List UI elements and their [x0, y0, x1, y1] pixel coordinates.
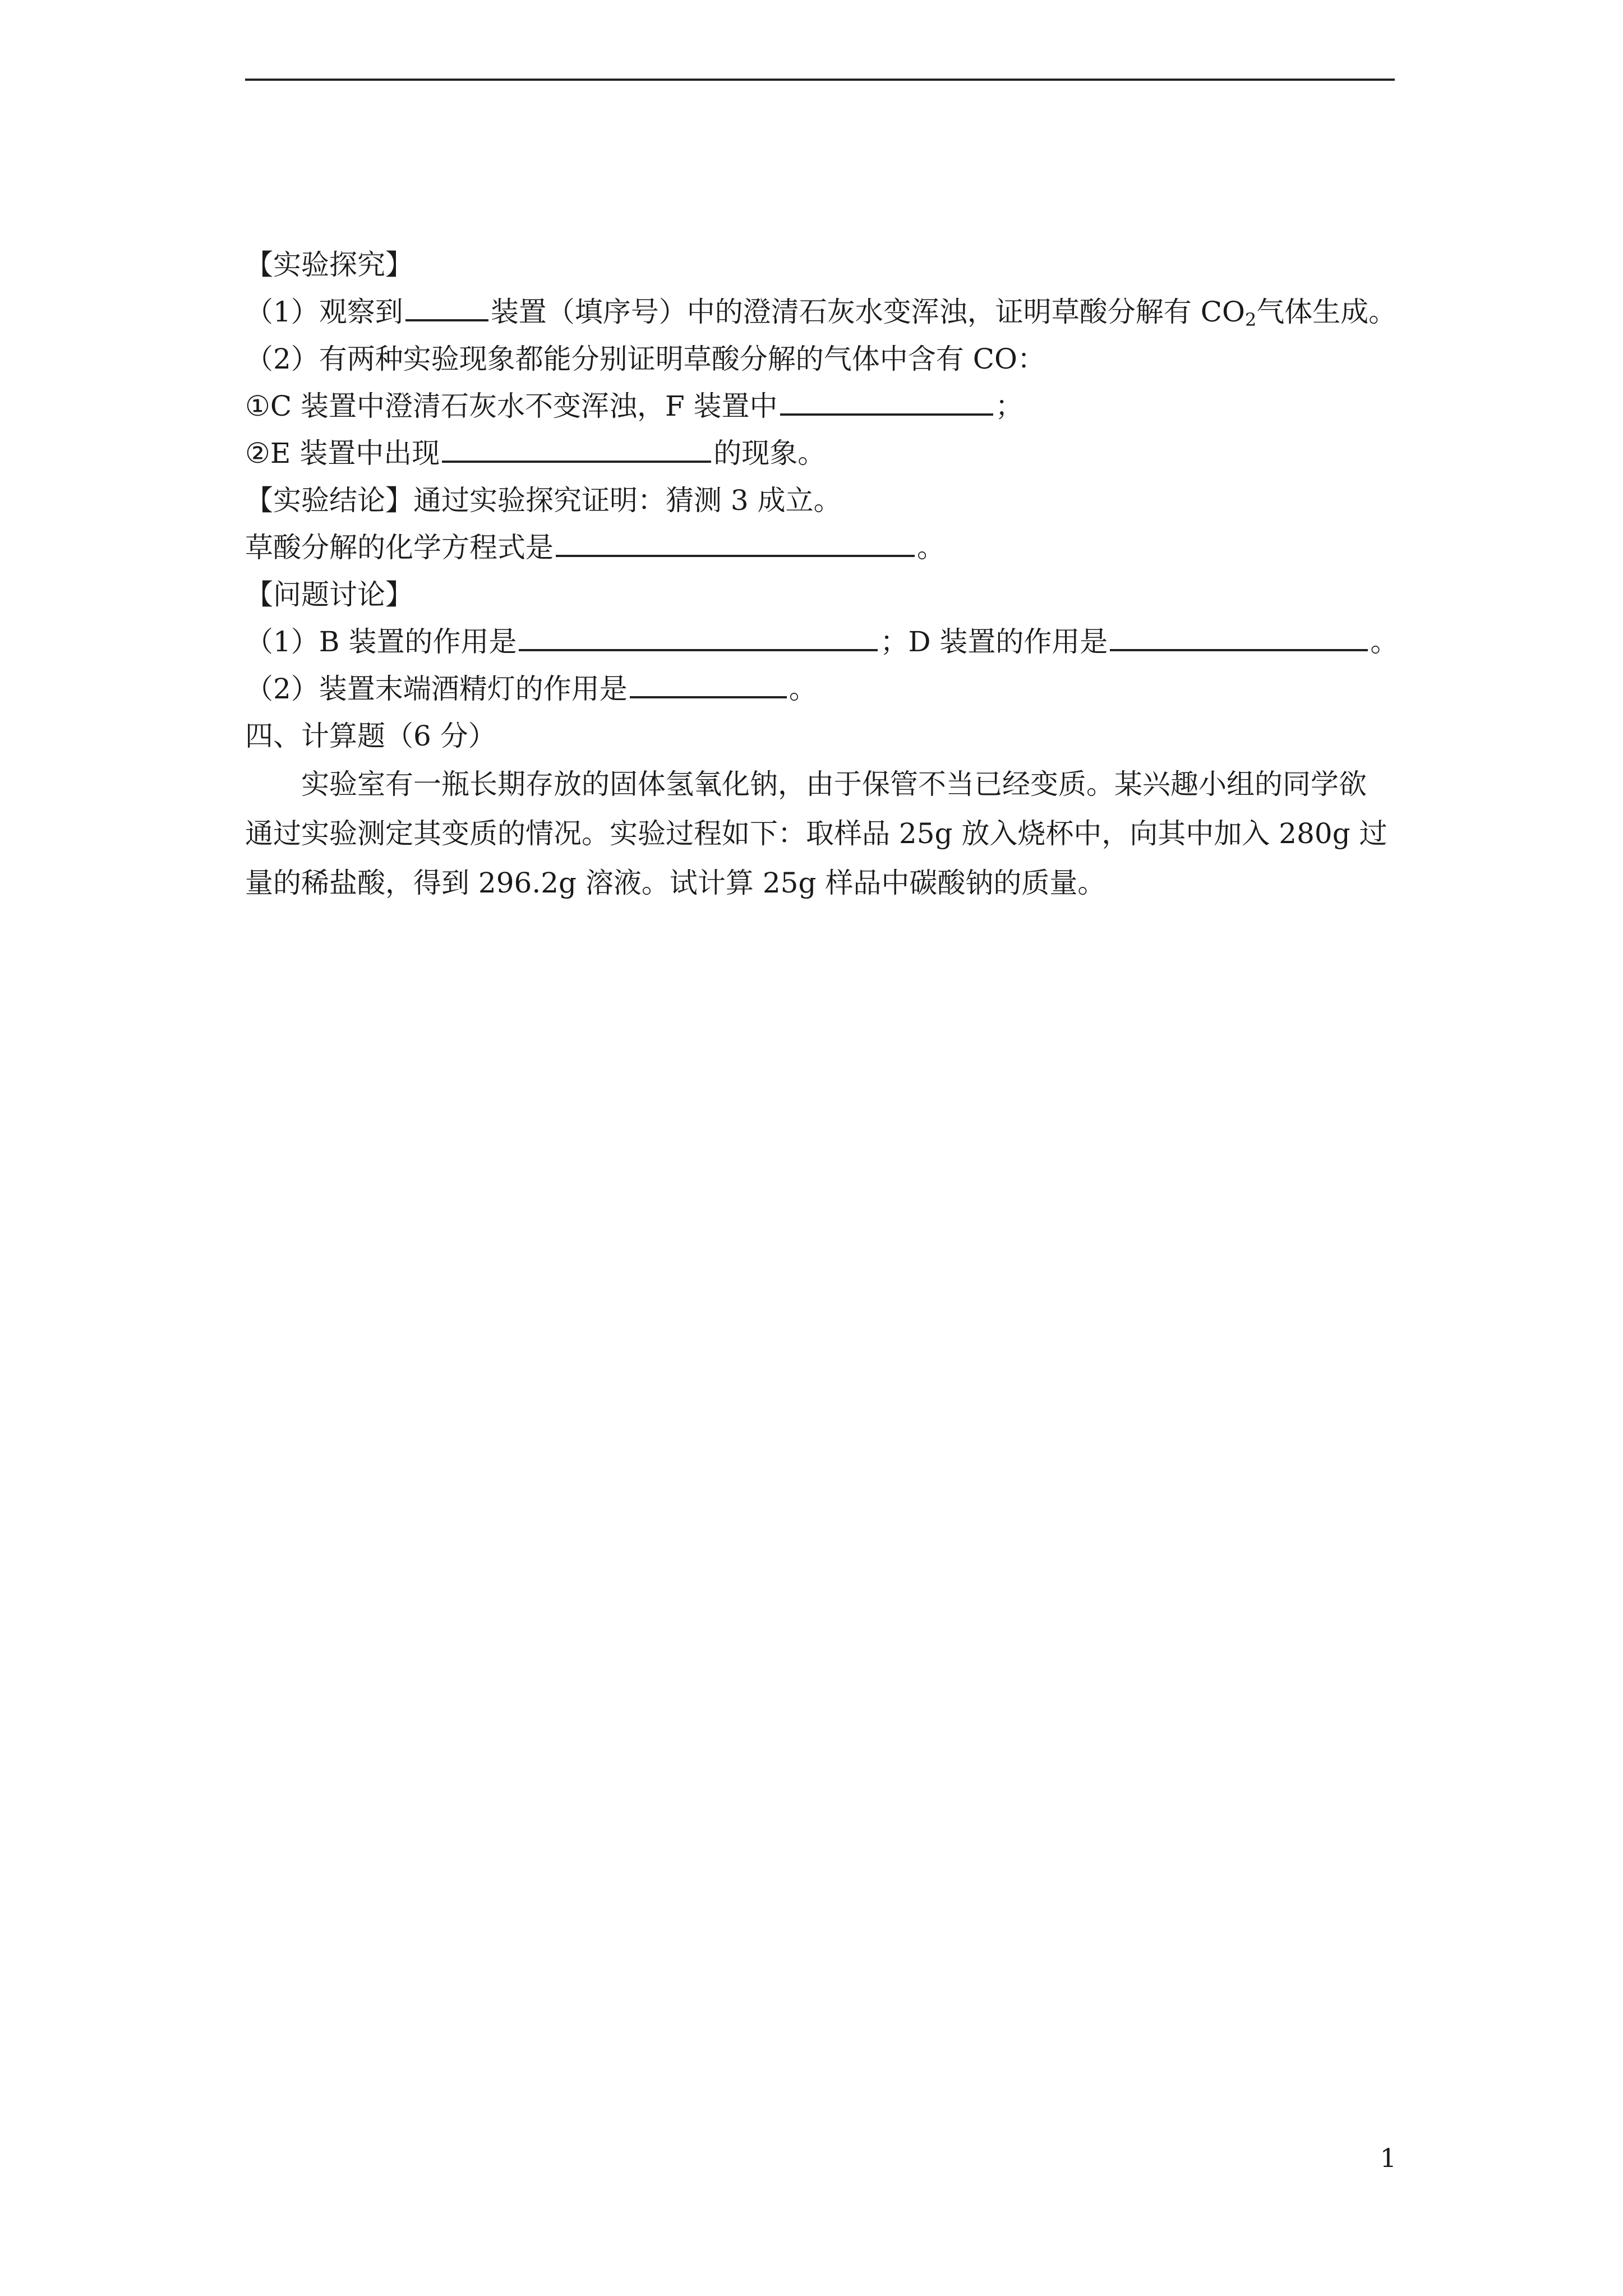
q2-item1-blank — [780, 389, 993, 416]
question-2 — [245, 335, 1395, 383]
discussion-title-text: 【问题讨论】 — [245, 578, 413, 611]
equation-blank — [556, 530, 915, 557]
q1-suffix: 气体生成。 — [1256, 296, 1397, 328]
section-explore-title-text: 【实验探究】 — [245, 249, 413, 281]
discussion-2 — [245, 665, 1395, 712]
q2-item2-blank — [442, 436, 711, 463]
header-rule — [245, 79, 1395, 81]
equation-suffix: 。 — [917, 531, 945, 564]
discussion-1 — [245, 618, 1399, 665]
page-number: 1 — [1380, 2143, 1396, 2173]
conclusion-title: 【实验结论】 — [245, 484, 413, 517]
q2-item1-prefix: ①C 装置中澄清石灰水不变浑浊，F 装置中 — [245, 390, 778, 422]
calc-line-3: 量的稀盐酸，得到 296.2g 溶液。试计算 25g 样品中碳酸钠的质量。 — [245, 867, 1106, 899]
d1-suffix: 。 — [1370, 625, 1399, 658]
calc-paragraph-line-1 — [245, 760, 1395, 809]
d2-prefix: （2）装置末端酒精灯的作用是 — [245, 673, 628, 705]
conclusion-text: 通过实验探究证明：猜测 3 成立。 — [413, 484, 842, 517]
calc-title — [245, 712, 1395, 760]
d1-blank-b — [519, 624, 878, 651]
question-1 — [245, 288, 1395, 335]
question-2-item-2 — [245, 430, 1395, 477]
calc-paragraph-line-2 — [245, 809, 1395, 858]
q2-item1-suffix: ； — [995, 390, 1023, 422]
calc-line-1: 实验室有一瓶长期存放的固体氢氧化钠，由于保管不当已经变质。某兴趣小组的同学欲 — [301, 768, 1367, 800]
q2-text: （2）有两种实验现象都能分别证明草酸分解的气体中含有 CO： — [245, 343, 1045, 375]
q2-item2-prefix: ②E 装置中出现 — [245, 437, 440, 470]
q1-mid: 装置（填序号）中的澄清石灰水变浑浊，证明草酸分解有 CO — [490, 296, 1245, 328]
d1-prefix: （1）B 装置的作用是 — [245, 625, 517, 658]
q1-subscript: 2 — [1244, 309, 1257, 330]
section-explore-title — [245, 241, 1395, 288]
d2-blank — [630, 671, 787, 698]
d2-suffix: 。 — [789, 673, 817, 705]
equation-prefix: 草酸分解的化学方程式是 — [245, 531, 554, 564]
q2-item2-suffix: 的现象。 — [713, 437, 826, 470]
d1-mid: ；D 装置的作用是 — [880, 625, 1108, 658]
conclusion — [245, 477, 1395, 524]
exam-content — [245, 241, 1399, 908]
calc-title-text: 四、计算题（6 分） — [245, 720, 496, 752]
equation-question — [245, 524, 1395, 571]
question-2-item-1 — [245, 383, 1395, 430]
q1-prefix: （1）观察到 — [245, 296, 403, 328]
calc-paragraph-line-3 — [245, 858, 1395, 908]
d1-blank-d — [1110, 624, 1368, 651]
discussion-title — [245, 571, 1395, 618]
q1-blank — [405, 295, 488, 321]
calc-line-2: 通过实验测定其变质的情况。实验过程如下：取样品 25g 放入烧杯中，向其中加入 280g 过 — [245, 817, 1387, 850]
